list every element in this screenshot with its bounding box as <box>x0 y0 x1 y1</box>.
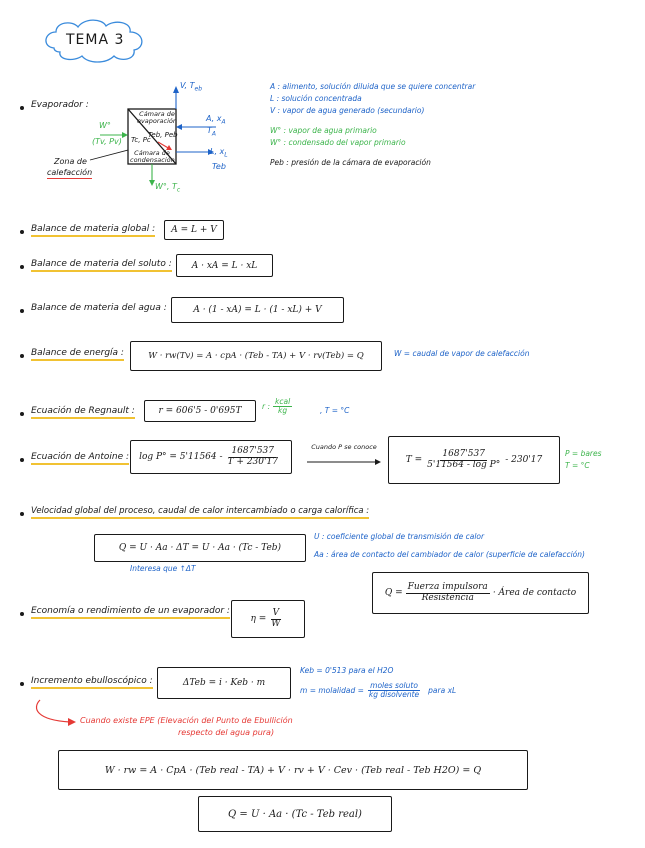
velocidad-label <box>31 506 369 516</box>
interesa-note: Interesa que ↑ΔT <box>130 564 196 573</box>
velocidad-a-note: Aa : área de contacto del cambiador de calor (superficie de calefacción) <box>314 550 585 559</box>
bullet <box>20 612 24 616</box>
curved-arrow-icon <box>30 698 80 730</box>
legend-l: L : solución concentrada <box>270 94 362 103</box>
bullet <box>20 106 24 110</box>
bullet <box>20 682 24 686</box>
incremento-label: Incremento ebulloscópico : <box>31 676 153 689</box>
concentrate-temp-label: Teb <box>212 162 226 171</box>
balance-energia-eq: W · rw(Tv) = A · cpA · (Teb - TA) + V · rv(Teb) = Q <box>130 341 382 371</box>
chamber-evaporation-label: Cámara de evaporación <box>136 110 178 125</box>
bullet <box>20 512 24 516</box>
antoine-t-note: T = °C <box>565 461 590 470</box>
calefaccion-label: calefacción <box>47 168 93 177</box>
regnault-note: r : $\frac{\text{kcal}}{kg}$ <box>262 397 291 416</box>
regnault-label: Ecuación de Regnault : <box>31 406 135 419</box>
economia-label: Economía o rendimiento de un evaporador : <box>31 606 230 619</box>
legend-peb: Peb : presión de la cámara de evaporación <box>270 158 431 167</box>
steam-in-label: W° <box>99 121 111 130</box>
keb-note: Keb = 0'513 para el H2O <box>300 666 394 675</box>
balance-global-label: Balance de materia global : <box>31 224 155 237</box>
chamber-condensation-label: Cámara de condensación <box>130 149 175 164</box>
condensate-out-label: W°, $T_c$ <box>155 182 181 194</box>
balance-agua-label: Balance de materia del agua : <box>31 303 167 313</box>
epe-note-1-text: Cuando existe EPE (Elevación del Punto de Ebullición <box>80 716 293 725</box>
page-title: TEMA 3 <box>66 32 125 48</box>
molalidad-note: m = molalidad = $\frac{\text{moles soluto}}{\text{kg disolvente}}$ para xL <box>300 681 457 700</box>
epe-note-2: respecto del agua pura) <box>178 728 275 737</box>
arrow-right-icon <box>305 458 383 466</box>
regnault-t-note: , T = °C <box>320 406 350 415</box>
balance-soluto-label: Balance de materia del soluto : <box>31 259 172 272</box>
balance-energia-label: Balance de energía : <box>31 348 124 361</box>
vapor-out-label: V, $T_{eb}$ <box>180 81 203 93</box>
bullet <box>20 230 24 234</box>
economia-eq: η = $\frac{V}{W}$ <box>231 600 305 638</box>
tc-pc-label: Tc, Pc <box>131 136 151 144</box>
legend-wc: W° : condensado del vapor primario <box>270 138 406 147</box>
bullet <box>20 458 24 462</box>
velocidad-u-note: U : coeficiente global de transmisión de calor <box>314 532 485 541</box>
antoine-p-note: P = bares <box>565 449 602 458</box>
velocidad-eq: Q = U · Aa · ΔT = U · Aa · (Tc - Teb) <box>94 534 306 562</box>
evaporador-label: Evaporador : <box>31 100 89 110</box>
title-cloud <box>40 16 152 66</box>
legend-v: V : vapor de agua generado (secundario) <box>270 106 425 115</box>
feed-in-label: A, $x_A$ <box>206 114 226 126</box>
bullet <box>20 265 24 269</box>
feed-temp-label: $T_A$ <box>207 126 216 138</box>
antoine-eq: log P° = 5'11564 - $\frac{1687'537}{T + 230'17}$ <box>130 440 292 474</box>
incremento-eq: ΔTeb = i · Keb · m <box>157 667 291 699</box>
antoine-label: Ecuación de Antoine : <box>31 452 129 465</box>
balance-global-eq: A = L + V <box>164 220 224 240</box>
legend-w: W° : vapor de agua primario <box>270 126 377 135</box>
balance-soluto-eq: A · xA = L · xL <box>176 254 273 277</box>
energia-note: W = caudal de vapor de calefacción <box>394 349 530 358</box>
legend-a: A : alimento, solución diluida que se quiere concentrar <box>270 82 476 91</box>
steam-in-tp-label: (Tv, Pv) <box>92 137 122 146</box>
epe-note-1 <box>80 716 293 725</box>
bullet <box>20 309 24 313</box>
final-q-eq: Q = U · Aa · (Tc - Teb real) <box>198 796 392 832</box>
final-energy-eq: W · rw = A · CpA · (Teb real - TA) + V · rv + V · Cev · (Teb real - Teb H2O) = Q <box>58 750 528 790</box>
fuerza-impulsora-eq: Q = $\frac{\text{Fuerza impulsora}}{\text{Resistencia}}$ · Área de contacto <box>372 572 589 614</box>
bullet <box>20 354 24 358</box>
antoine-arrow: Cuando P se conoce <box>305 443 383 470</box>
balance-agua-eq: A · (1 - xA) = L · (1 - xL) + V <box>171 297 344 323</box>
regnault-eq: r = 606'5 - 0'695T <box>144 400 256 422</box>
bullet <box>20 412 24 416</box>
zona-label: Zona de <box>54 157 87 166</box>
concentrate-out-label: L, $x_L$ <box>210 147 228 159</box>
teb-peb-label: Teb, Peb <box>148 131 178 139</box>
antoine-eq-solved: T = $\frac{1687'537}{\text{5'11564 - log P°}}$ - 230'17 <box>388 436 560 484</box>
velocidad-label-text: Velocidad global del proceso, caudal de calor intercambiado o carga calorífica : <box>31 506 369 519</box>
